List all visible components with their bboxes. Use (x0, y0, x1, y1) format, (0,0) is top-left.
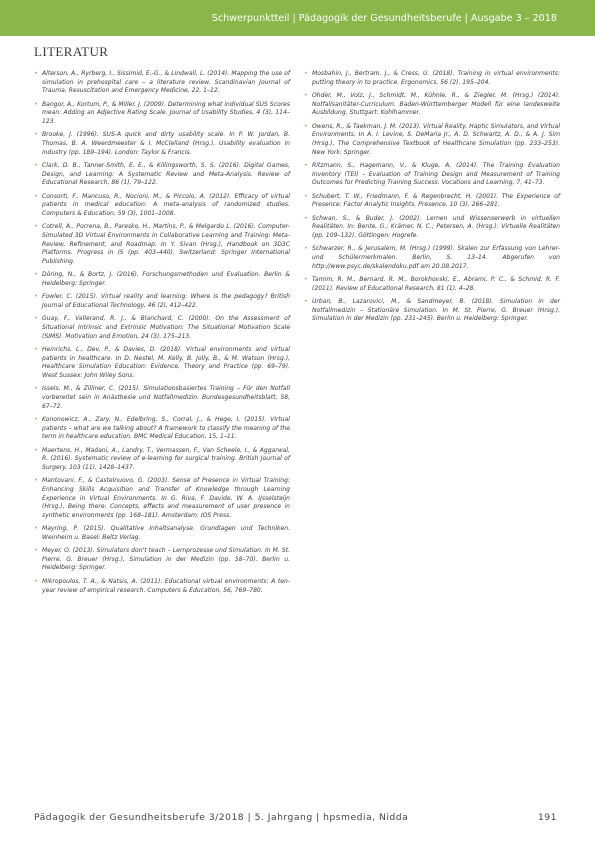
bullet-icon: • (34, 446, 38, 454)
reference-text: Maertens, H., Madani, A., Landry, T., Vermassen, F., Van Scheele, I., & Aggarwal, R. (2016). Systematic review of e-learning for surgical training. British Journal of Surgery, 103 (11), 1428–1437. (42, 446, 290, 471)
reference-entry (34, 416, 290, 442)
reference-entry (34, 70, 290, 96)
reference-text: Ohder, M., Volz, J., Schmidt, M., Kühnle, R., & Ziegler, M. (Hrsg.) (2014). Notfallsanitäter-Curriculum. Baden-Württemberger Modell für eine landesweite Ausbildung. Stuttgart: Kohlhammer. (312, 92, 560, 117)
reference-text: Cotrell, A., Porrena, B., Paresko, H., Martins, P., & Melgardo L. (2016). Computer-Simulated 3D Virtual Environments in Collaborative Learning and Training: Meta-Review, Refinement, and Roadmap. In Y. Sivan (Hrsg.), Handbook on 3D3C Platforms. Progress in IS (pp. 403–440). Switzerland: Springer International Publishing. (42, 223, 290, 265)
reference-entry (34, 293, 290, 310)
reference-text: Mantovani, F., & Castelnuovo, G. (2003). Sense of Presence in Virtual Training: Enhancing Skills Acquisition and Transfer of Knowledge through Learning Experience in Virtual Environments. In G. Riva, F. Davide, W. A. IJsselsteijn (Hrsg.), Being there: Concepts, effects and measurement of user presence in synthetic environments (pp. 168–181). Amsterdam: IOS Press. (42, 477, 290, 519)
reference-entry (304, 193, 560, 210)
bullet-icon: • (304, 214, 308, 222)
reference-entry (34, 346, 290, 380)
reference-entry (34, 162, 290, 188)
reference-text: Fowler, C. (2015). Virtual reality and learning: Where is the pedagogy? British Journal of Educational Technology, 46 (2), 412–422. (42, 293, 290, 309)
bullet-icon: • (304, 245, 308, 253)
reference-text: Guay, F., Vallerand, R. J., & Blanchard, C. (2000). On the Assessment of Situational Intrinsic and Extrinsic Motivation: The Situational Motivation Scale (SIMS). Motivation and Emotion, 24 (3), 175–213. (42, 315, 290, 340)
reference-entry (304, 276, 560, 293)
reference-text: Owens, R., & Taekman, J. M. (2013). Virtual Reality, Haptic Simulators, and Virtual Environments. In A. I. Levine, S. DeMaria Jr., A. D. Schwartz, A. D., & A. J. Sim (Hrsg.), The Comprehensive Textbook of Healthcare Simulation (pp. 233–253). New York: Springer. (312, 122, 560, 156)
bullet-icon: • (34, 346, 38, 354)
reference-entry (34, 101, 290, 127)
reference-text: Consorti, F., Mancuso, R., Nocioni, M., & Piccolo, A. (2012). Efficacy of virtual patients in medical education: A meta-analysis of randomized studies. Computers & Education, 59 (3), 1001–1008. (42, 192, 290, 217)
reference-text: Mosbahin, J., Bertram, J., & Cress, U. (2018). Training in virtual environments: putting theory in to practice. Ergonomics, 56 (2), 195–204. (312, 70, 560, 86)
reference-text: Schubert, T. W., Friedmann, F. & Regenbrecht, H. (2001). The Experience of Presence: Factor Analytic Insights. Presence, 10 (3), 266–281. (312, 192, 560, 209)
reference-text: Heinrichs, L., Dev, P., & Davies, D. (2018). Virtual environments and virtual patients in healthcare. In D. Nestel, M. Kelly, B. Jolly, B., & M. Watson (Hrsg.), Healthcare Simulation Education: Evidence, Theory and Practice (pp. 69–79). West Sussex: John Wiley Sons. (42, 346, 290, 379)
reference-text: Bangor, A., Kortum, P., & Miller, J. (2009). Determining what individual SUS Scores mean: Adding an Adjective Rating Scale. Journal of Usability Studies, 4 (3), 114–123. (42, 100, 290, 125)
bullet-icon: • (34, 293, 38, 301)
reference-text: Mikropoulos, T. A., & Natsis, A. (2011). Educational virtual environments: A ten-year review of empirical research. Computers & Education, 56, 769–780. (42, 577, 290, 594)
bullet-icon: • (34, 162, 38, 170)
bullet-icon: • (34, 131, 38, 139)
reference-text: Alterson, A., Ryrberg, I., Sissimid, E.-G., & Lindwall, L. (2014). Mapping the use of simulation in prehospital care – a literature review. Scandinavian Journal of Trauma, Resuscitation and Emergency Medicine, 22, 1–12. (42, 70, 290, 95)
reference-text: Ritzmann, S., Hagemann, V., & Kluge, A. (2014). The Training Evaluation Inventory (TEI) – Evaluation of Training Design and Measurement of Training Outcomes for Predicting Training Success. Vocations and Learning, 7, 41–73. (312, 162, 560, 187)
reference-text: Döring, N., & Bortz, J. (2016). Forschungsmethoden und Evaluation. Berlin & Heidelberg: Springer. (42, 271, 290, 287)
reference-entry (34, 477, 290, 520)
reference-text: Brooke, J. (1996). SUS-A quick and dirty usability scale. In P. W. Jordan, B. Thomas, B. A. Weerdmeester & I. McClelland (Hrsg.), Usability evaluation in industry (pp. 189–194). London: Taylor & Francis. (42, 131, 290, 156)
reference-entry (34, 271, 290, 288)
bullet-icon: • (34, 385, 38, 393)
reference-text: Tamim, R. M., Bernard, R. M., Borokhovski, E., Abrami, P. C., & Schmid, R. F. (2011). Review of Educational Research, 81 (1), 4–28. (312, 276, 560, 292)
reference-entry (34, 578, 290, 595)
bullet-icon: • (304, 276, 308, 284)
reference-entry (34, 223, 290, 266)
bullet-icon: • (34, 70, 38, 77)
reference-entry (34, 525, 290, 542)
references-column-right (304, 70, 560, 329)
reference-entry (304, 92, 560, 118)
reference-entry (304, 215, 560, 241)
bullet-icon: • (34, 315, 38, 323)
reference-entry (304, 245, 560, 271)
page-number: 191 (537, 812, 557, 823)
bullet-icon: • (34, 525, 38, 533)
reference-entry (34, 193, 290, 219)
reference-entry (34, 547, 290, 573)
bullet-icon: • (34, 223, 38, 231)
bullet-icon: • (304, 70, 308, 77)
bullet-icon: • (34, 271, 38, 279)
reference-entry (34, 385, 290, 411)
reference-entry (304, 162, 560, 188)
bullet-icon: • (304, 122, 308, 130)
bullet-icon: • (34, 100, 38, 108)
reference-text: Meyer, O. (2013). Simulators don't teach – Lernprozesse und Simulation. In M. St. Pierre, G. Breuer (Hrsg.), Simulation in der Medizin (pp. 58–70). Berlin u. Heidelberg: Springer. (42, 547, 290, 572)
reference-text: Schwan, S., & Buder, J. (2002). Lernen und Wissenserwerb in virtuellen Realitäten. In: Bente, G.; Krämer, N. C.; Petersen, A. (Hrsg.): Virtuelle Realitäten (pp. 109–132). Göttingen: Hogrefe. (312, 214, 560, 239)
bullet-icon: • (304, 192, 308, 200)
bullet-icon: • (34, 547, 38, 555)
bullet-icon: • (304, 298, 308, 306)
reference-text: Schwarzer, R., & Jerusalem, M. (Hrsg.) (1999). Skalen zur Erfassung von Lehrer- und Schülermerkmalen. Berlin, S. 13–14. Abgerufen von http://www.psyc.de/skalendoku.pdf am 20.08.2017. (312, 245, 560, 270)
references-column-left (34, 70, 290, 600)
reference-entry (34, 447, 290, 473)
bullet-icon: • (304, 92, 308, 100)
bullet-icon: • (34, 577, 38, 585)
bullet-icon: • (34, 477, 38, 485)
bullet-icon: • (34, 192, 38, 200)
reference-entry (304, 298, 560, 324)
bullet-icon: • (304, 162, 308, 170)
reference-text: Clark, D. B., Tanner-Smith, E. E., & Killingsworth, S. S. (2016). Digital Games, Design, and Learning: A Systematic Review and Meta-Analysis. Review of Educational Research, 86 (1), 79–122. (42, 162, 290, 187)
reference-entry (304, 70, 560, 87)
reference-text: Urban, B., Lazarovici, M., & Sandmeyer, B. (2018). Simulation in der Notfallmedizin – Stationäre Simulation. In M. St. Pierre, G. Breuer (Hrsg.), Simulation in der Medizin (pp. 231–245). Berlin u. Heidelberg: Springer. (312, 298, 560, 323)
reference-text: Issels, M., & Zilliner, C. (2015). Simulationsbasiertes Training – Für den Notfall vorbereitet sein in Anästhesie und Notfallmedizin. Bundesgesundheitsblatt, 58, 67–72. (42, 385, 290, 410)
reference-text: Mayring, P. (2015). Qualitative Inhaltsanalyse. Grundlagen und Techniken. Weinheim u. Basel: Beltz Verlag. (42, 525, 290, 541)
reference-text: Kononowicz, A., Zary, N., Edelbring, S., Corral, J., & Hege, I. (2015). Virtual patients – what are we talking about? A framework to classify the meaning of the term in healthcare education. BMC Medical Education, 15, 1–11. (42, 415, 290, 441)
reference-entry (34, 131, 290, 157)
bullet-icon: • (34, 415, 38, 423)
footer-journal-info: Pädagogik der Gesundheitsberufe 3/2018 | 5. Jahrgang | hpsmedia, Nidda (34, 812, 409, 823)
reference-entry (304, 123, 560, 157)
reference-entry (34, 315, 290, 341)
running-header: Schwerpunktteil | Pädagogik der Gesundheitsberufe | Ausgabe 3 – 2018 (211, 13, 557, 24)
section-title: LITERATUR (34, 44, 109, 59)
